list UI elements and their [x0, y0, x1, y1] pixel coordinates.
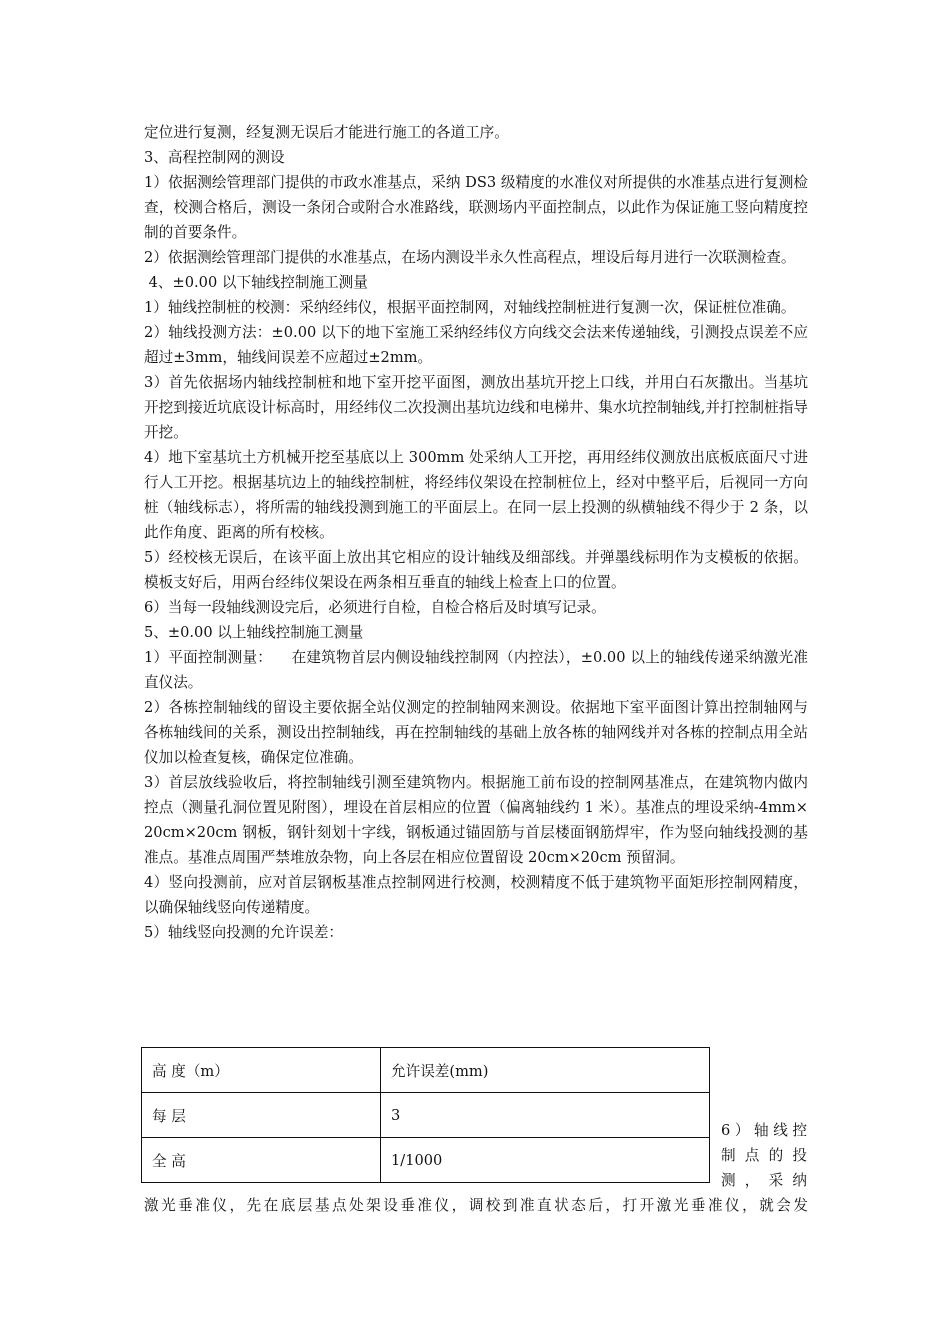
- table-cell: 1/1000: [381, 1138, 710, 1183]
- table-row: [142, 1138, 710, 1183]
- paragraph: 1）依据测绘管理部门提供的市政水准基点，采纳 DS3 级精度的水准仪对所提供的水准基点进行复测检查，校测合格后，测设一条闭合或附合水准路线，联测场内平面控制点，以此作为保证施工竖向精度控制的首要条件。: [144, 174, 808, 241]
- table-cell: 高 度（m）: [142, 1048, 381, 1093]
- trailing-paragraph-line: 激光垂准仪，先在底层基点处架设垂准仪，调校到准直状态后，打开激光垂准仪，就会发: [144, 1197, 808, 1214]
- table-cell: 3: [381, 1093, 710, 1138]
- table-row: [142, 1093, 710, 1138]
- paragraph: 2）各栋控制轴线的留设主要依据全站仪测定的控制轴网来测设。依据地下室平面图计算出控制轴网与各栋轴线间的关系，测设出控制轴线，再在控制轴线的基础上放各栋的轴网线并对各栋的控制点用全站仪加以检查复核，确保定位准确。: [144, 699, 808, 766]
- table-header-row: [142, 1048, 710, 1093]
- side-wrapped-text: [721, 1118, 807, 1193]
- paragraph: 4）地下室基坑土方机械开挖至基底以上 300mm 处采纳人工开挖，再用经纬仪测放出底板底面尺寸进行人工开挖。根据基坑边上的轴线控制桩，将经纬仪架设在控制桩位上，经对中整平后，后视同一方向桩（轴线标志），将所需的轴线投测到施工的平面层上。在同一层上投测的纵横轴线不得少于 2 条，以此作角度、距离的所有校核。: [144, 449, 808, 541]
- paragraph: 2）依据测绘管理部门提供的水准基点，在场内测设半永久性高程点，埋设后每月进行一次联测检查。: [144, 249, 796, 266]
- paragraph: 5）轴线竖向投测的允许误差：: [144, 924, 344, 941]
- paragraph: 1）平面控制测量： 在建筑物首层内侧设轴线控制网（内控法），±0.00 以上的轴线传递采纳激光准直仪法。: [144, 649, 808, 691]
- paragraph: 6）当每一段轴线测设完后，必须进行自检，自检合格后及时填写记录。: [144, 599, 606, 616]
- paragraph: 5）经校核无误后，在该平面上放出其它相应的设计轴线及细部线。并弹墨线标明作为支模板的依据。模板支好后，用两台经纬仪架设在两条相互垂直的轴线上检查上口的位置。: [144, 549, 808, 591]
- document-body: [144, 120, 808, 945]
- side-text-line: 制点的投: [721, 1147, 807, 1164]
- paragraph: 2）轴线投测方法：±0.00 以下的地下室施工采纳经纬仪方向线交会法来传递轴线，引测投点误差不应超过±3mm，轴线间误差不应超过±2mm。: [144, 324, 808, 366]
- side-text-line: 测，采纳: [721, 1172, 807, 1189]
- paragraph: 定位进行复测，经复测无误后才能进行施工的各道工序。: [144, 124, 509, 141]
- section-heading: 3、高程控制网的测设: [144, 149, 285, 166]
- side-text-line: 6）轴线控: [721, 1122, 807, 1139]
- tolerance-table: [141, 1047, 711, 1183]
- table-cell: 全 高: [142, 1138, 381, 1183]
- section-heading: 4、±0.00 以下轴线控制施工测量: [144, 274, 368, 291]
- paragraph: 4）竖向投测前，应对首层钢板基准点控制网进行校测，校测精度不低于建筑物平面矩形控制网精度，以确保轴线竖向传递精度。: [144, 874, 808, 916]
- table-cell: 每 层: [142, 1093, 381, 1138]
- section-heading: 5、±0.00 以上轴线控制施工测量: [144, 624, 364, 641]
- paragraph: 1）轴线控制桩的校测：采纳经纬仪，根据平面控制网，对轴线控制桩进行复测一次，保证桩位准确。: [144, 299, 796, 316]
- table-cell: 允许误差(mm): [381, 1048, 710, 1093]
- paragraph: 3）首先依据场内轴线控制桩和地下室开挖平面图，测放出基坑开挖上口线，并用白石灰撒出。当基坑开挖到接近坑底设计标高时，用经纬仪二次投测出基坑边线和电梯井、集水坑控制轴线,并打控制桩指导开挖。: [144, 374, 808, 441]
- paragraph: 3）首层放线验收后，将控制轴线引测至建筑物内。根据施工前布设的控制网基准点，在建筑物内做内控点（测量孔洞位置见附图），埋设在首层相应的位置（偏离轴线约 1 米）。基准点的埋设采纳-4mm×20cm×20cm 钢板，钢针刻划十字线，钢板通过锚固筋与首层楼面钢筋焊牢，作为竖向轴线投测的基准点。基准点周围严禁堆放杂物，向上各层在相应位置留设 20cm×20cm 预留洞。: [144, 774, 808, 866]
